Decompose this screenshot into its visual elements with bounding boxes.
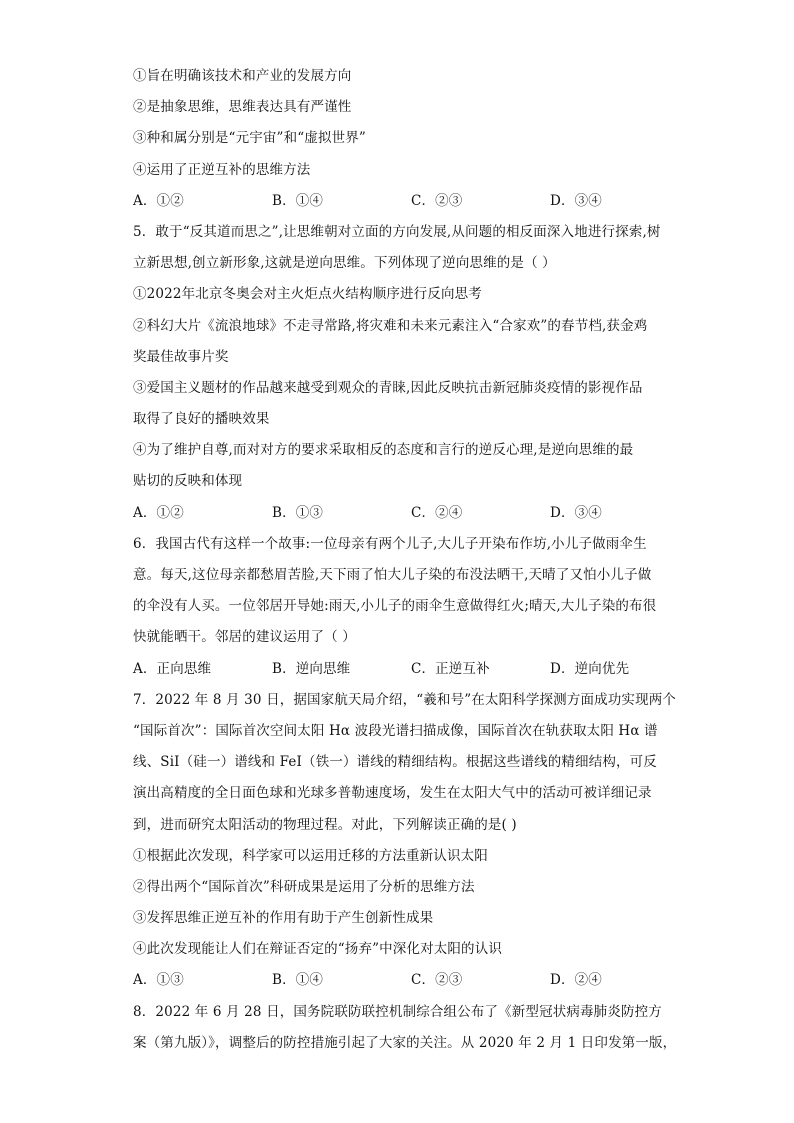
- q5-options: [133, 502, 663, 533]
- q6-options: [133, 658, 663, 689]
- q5-option-c: C．②④: [411, 504, 463, 521]
- q4-option-d: D．③④: [550, 192, 602, 209]
- q7-statement-3: ③发挥思维正逆互补的作用有助于产生创新性成果: [133, 910, 434, 927]
- q5-statement-line-1: ①2022年北京冬奥会对主火炬点火结构顺序进行反向思考: [133, 286, 482, 303]
- q6-stem-line-2: 意。每天,这位母亲都愁眉苦脸,天下雨了怕大儿子染的布没法晒干,天晴了又怕小儿子做: [133, 567, 652, 583]
- q5-statement-line-4: ③爱国主义题材的作品越来越受到观众的青睐,因此反映抗击新冠肺炎疫情的影视作品: [133, 379, 643, 396]
- q7-statement-1: ①根据此次发现，科学家可以运用迁移的方法重新认识太阳: [133, 847, 488, 864]
- q7-stem-line-3: 线、SiI（硅一）谱线和 FeI（铁一）谱线的精细结构。根据这些谱线的精细结构，可反: [133, 754, 657, 771]
- q7-stem-line-5: 到，进而研究太阳活动的物理过程。对此，下列解读正确的是( ): [133, 816, 517, 833]
- q6-option-c: C．正逆互补: [411, 660, 490, 677]
- q4-options: [133, 190, 663, 221]
- q5-statement-line-2: ②科幻大片《流浪地球》不走寻常路,将灾难和未来元素注入“合家欢”的春节档,获金鸡: [133, 317, 648, 334]
- q7-option-d: D．②④: [550, 972, 602, 989]
- question-5: [133, 221, 663, 533]
- q4-option-c: C．②③: [411, 192, 463, 209]
- q5-statement-line-5: 取得了良好的播映效果: [133, 411, 270, 428]
- q7-option-c: C．②③: [411, 972, 463, 989]
- q4-statement-2: ②是抽象思维，思维表达具有严谨性: [133, 99, 352, 116]
- q5-option-a: A．①②: [133, 504, 184, 521]
- q5-option-d: D．③④: [550, 504, 602, 521]
- q4-option-b: B．①④: [272, 192, 324, 209]
- question-8: [133, 1001, 677, 1063]
- q4-statement-3: ③种和属分别是“元宇宙”和“虚拟世界”: [133, 130, 366, 147]
- q7-option-a: A．①③: [133, 972, 184, 989]
- q7-statement-4: ④此次发现能让人们在辩证否定的“扬弃”中深化对太阳的认识: [133, 941, 503, 958]
- q4-statement-1: ①旨在明确该技术和产业的发展方向: [133, 68, 352, 84]
- q5-statement-line-7: 贴切的反映和体现: [133, 473, 243, 490]
- q5-stem-line-1: 5．敢于“反其道而思之”,让思维朝对立面的方向发展,从问题的相反面深入地进行探索,树: [133, 223, 661, 240]
- question-4: [133, 65, 663, 221]
- q7-options: [133, 969, 663, 1000]
- q6-option-b: B．逆向思维: [272, 660, 351, 677]
- q6-stem-line-1: 6．我国古代有这样一个故事:一位母亲有两个儿子,大儿子开染布作坊,小儿子做雨伞生: [133, 535, 647, 552]
- question-7: [133, 689, 677, 1001]
- q6-stem-line-3: 的伞没有人买。一位邻居开导她:雨天,小儿子的雨伞生意做得红火;晴天,大儿子染的布很: [133, 598, 657, 615]
- question-6: [133, 533, 663, 689]
- q7-stem-line-4: 演出高精度的全日面色球和光球多普勒速度场，发生在太阳大气中的活动可被详细记录: [133, 785, 652, 802]
- q5-statement-line-6: ④为了维护自尊,而对对方的要求采取相反的态度和言行的逆反心理,是逆向思维的最: [133, 442, 634, 459]
- q8-stem-line-2: 案（第九版）》，调整后的防控措施引起了大家的关注。从 2020 年 2 月 1 日印发第一版，: [133, 1034, 677, 1051]
- q5-statement-line-3: 奖最佳故事片奖: [133, 348, 229, 365]
- q6-option-d: D．逆向优先: [550, 660, 630, 677]
- q5-stem-line-2: 立新思想,创立新形象,这就是逆向思维。下列体现了逆向思维的是（ ）: [133, 255, 556, 272]
- page-content: [133, 65, 677, 1063]
- q5-option-b: B．①③: [272, 504, 324, 521]
- q7-statement-2: ②得出两个“国际首次”科研成果是运用了分析的思维方法: [133, 878, 475, 895]
- q4-option-a: A．①②: [133, 192, 184, 209]
- q4-statement-4: ④运用了正逆互补的思维方法: [133, 161, 311, 178]
- q6-option-a: A．正向思维: [133, 660, 212, 677]
- q7-stem-line-2: “国际首次”：国际首次空间太阳 Hα 波段光谱扫描成像，国际首次在轨获取太阳 Hα 谱: [133, 722, 658, 739]
- q6-stem-line-4: 快就能晒干。邻居的建议运用了（ ）: [133, 629, 356, 646]
- q7-stem-line-1: 7．2022 年 8 月 30 日，据国家航天局介绍，“羲和号”在太阳科学探测方面成功实现两个: [133, 691, 677, 708]
- q7-option-b: B．①④: [272, 972, 324, 989]
- q8-stem-line-1: 8．2022 年 6 月 28 日，国务院联防联控机制综合组公布了《新型冠状病毒肺炎防控方: [133, 1003, 662, 1020]
